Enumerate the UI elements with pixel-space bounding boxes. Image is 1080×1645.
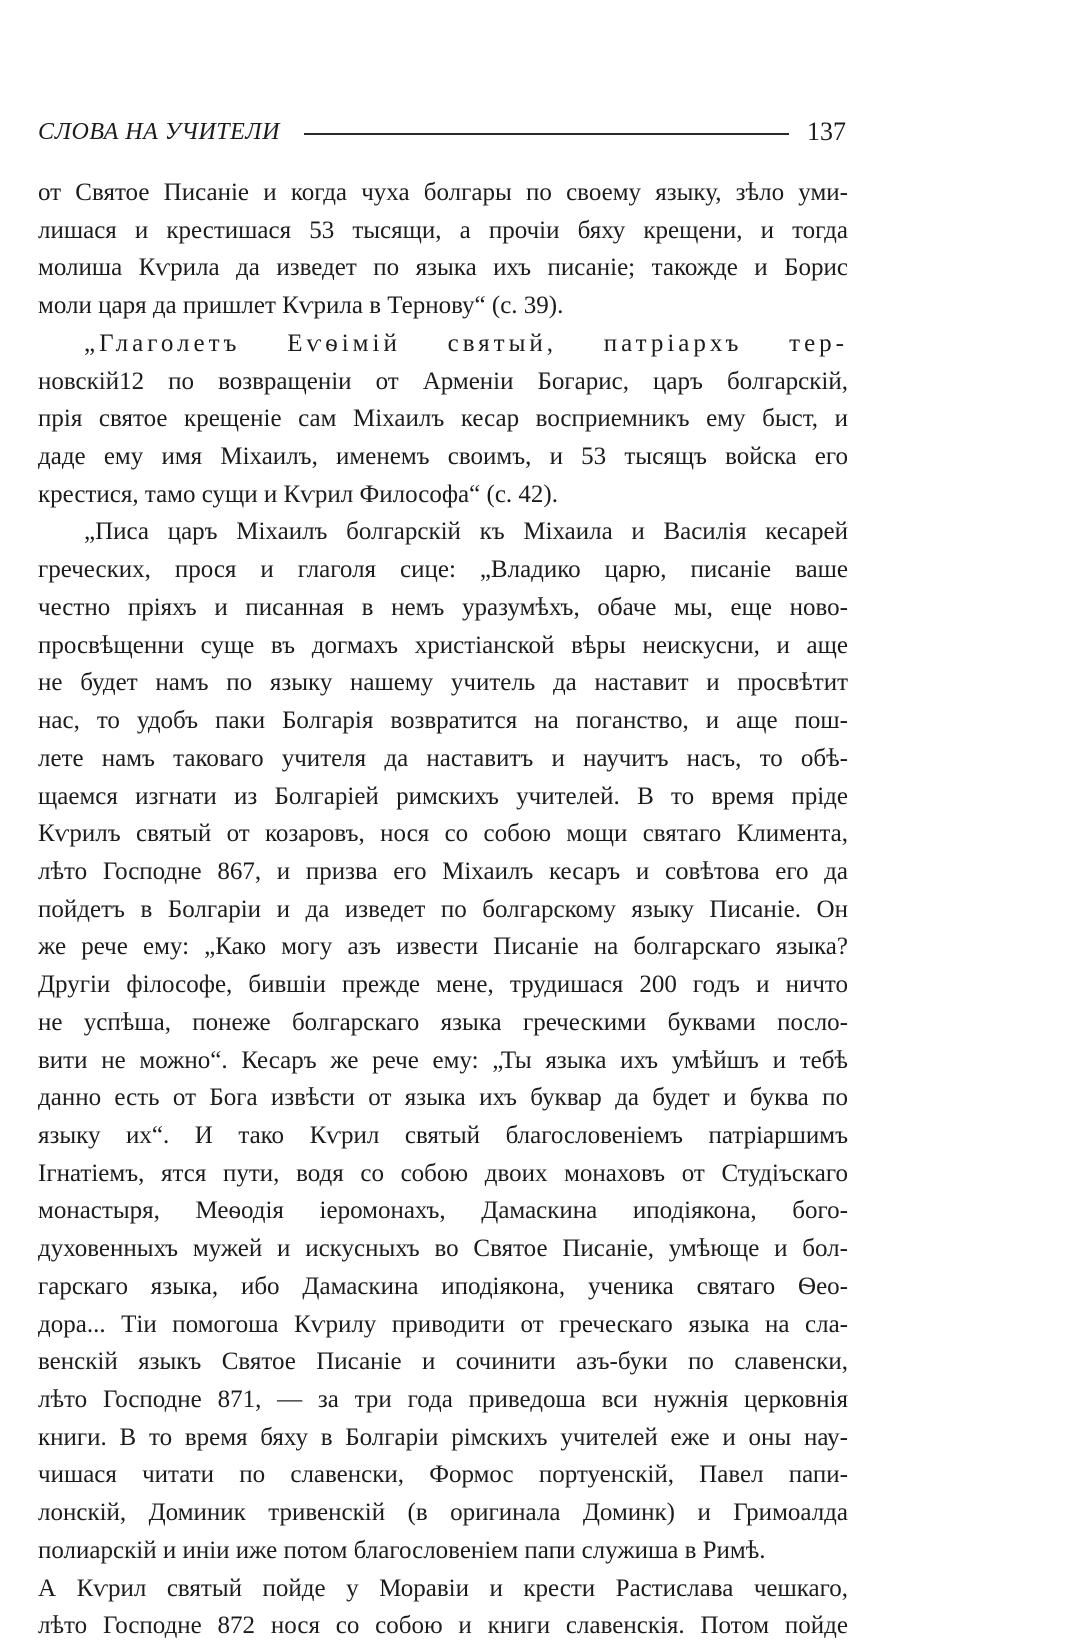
text-line: вити не можно“. Кесаръ же рече ему: „Ты языка ихъ умѣйшъ и тебѣ: [38, 1046, 848, 1074]
page-number: 137: [807, 117, 846, 146]
text-line: книги. В то время бяху в Болгаріи рімскихъ учителей еже и оны нау-: [38, 1423, 848, 1451]
text-line: прія святое крещеніе сам Міхаилъ кесар восприемникъ ему быст, и: [38, 405, 848, 433]
text-line: Другіи філософе, бившіи прежде мене, трудишася 200 годъ и ничто: [38, 971, 848, 999]
text-line: дора... Тіи помогоша Кѵрилу приводити от греческаго языка на сла-: [38, 1310, 848, 1338]
text-line: Кѵрилъ святый от козаровъ, нося со собою мощи святаго Климента,: [38, 820, 848, 848]
text-line: венскій языкъ Святое Писаніе и сочинити азъ-буки по славенски,: [38, 1348, 848, 1376]
text-line: новскій12 по возвращеніи от Арменіи Богарис, царъ болгарскій,: [38, 367, 848, 395]
text-line: данно есть от Бога извѣсти от языка ихъ буквар да будет и буква по: [38, 1084, 848, 1112]
text-line: даде ему имя Міхаилъ, именемъ своимъ, и 53 тысящъ войска его: [38, 443, 848, 471]
text-line: нас, то удобъ паки Болгарія возвратится на поганство, и аще пош-: [38, 707, 848, 735]
text-line: греческих, прося и глаголя сице: „Владико царю, писаніе ваше: [38, 556, 848, 584]
text-line: „Глаголетъ Еѵѳімій святый, патріархъ тер-: [84, 329, 848, 357]
text-line: моли царя да пришлет Кѵрила в Тернову“ (с. 39).: [38, 292, 564, 320]
text-line: лишася и крестишася 53 тысящи, а прочіи бяху крещени, и тогда: [38, 216, 848, 244]
text-line: лѣто Господне 867, и призва его Міхаилъ кесаръ и совѣтова его да: [38, 857, 848, 885]
text-line: не успѣша, понеже болгарскаго языка греческими буквами посло-: [38, 1008, 848, 1036]
text-line: честно пріяхъ и писанная в немъ уразумѣхъ, обаче мы, еще ново-: [38, 593, 848, 621]
text-line: „Писа царъ Міхаилъ болгарскій къ Міхаила и Василія кесарей: [84, 518, 848, 546]
text-line: щаемся изгнати из Болгаріей римскихъ учителей. В то время пріде: [38, 782, 848, 810]
text-line: Ігнатіемъ, ятся пути, водя со собою двоих монаховъ от Студіъскаго: [38, 1159, 848, 1187]
text-line: лѣто Господне 872 нося со собою и книги славенскія. Потом пойде: [38, 1612, 848, 1640]
text-line: крестися, тамо сущи и Кѵрил Философа“ (с. 42).: [38, 480, 558, 508]
text-line: от Святое Писаніе и когда чуха болгары по своему языку, зѣло уми-: [38, 179, 848, 206]
header-rule: [304, 133, 789, 135]
text-line: не будет намъ по языку нашему учитель да наставит и просвѣтит: [38, 669, 848, 697]
page-header: [38, 112, 846, 152]
text-line: лете намъ таковаго учителя да наставитъ и научитъ насъ, то обѣ-: [38, 744, 848, 772]
text-line: же рече ему: „Како могу азъ извести Писаніе на болгарскаго языка?: [38, 933, 848, 961]
text-line: А Кѵрил святый пойде у Моравіи и крести Растислава чешкаго,: [38, 1574, 848, 1602]
running-title: СЛОВА НА УЧИТЕЛИ: [38, 118, 280, 145]
text-line: лѣто Господне 871, — за три года приведоша вси нужнія церковнія: [38, 1386, 848, 1413]
text-line: языку их“. И тако Кѵрил святый благословеніемъ патріаршимъ: [38, 1121, 848, 1149]
text-line: чишася читати по славенски, Формос портуенскій, Павел папи-: [38, 1461, 848, 1489]
text-line: монастыря, Меѳодія іеромонахъ, Дамаскина иподіякона, бого-: [38, 1197, 848, 1225]
text-line: молиша Кѵрила да изведет по языка ихъ писаніе; такожде и Борис: [38, 254, 848, 282]
body-text: [38, 174, 848, 1645]
text-line: пойдетъ в Болгаріи и да изведет по болгарскому языку Писаніе. Он: [38, 895, 848, 923]
text-line: гарскаго языка, ибо Дамаскина иподіякона, ученика святаго Ѳео-: [38, 1272, 848, 1300]
text-line: просвѣщенни суще въ догмахъ христіанской вѣры неискусни, и аще: [38, 631, 848, 659]
text-line: духовенныхъ мужей и искусныхъ во Святое Писаніе, умѣюще и бол-: [38, 1235, 848, 1263]
text-line: полиарскій и иніи иже потом благословеніем папи служиша в Римѣ.: [38, 1536, 766, 1564]
text-line: лонскій, Доминик тривенскій (в оригинала Доминк) и Гримоалда: [38, 1499, 848, 1527]
